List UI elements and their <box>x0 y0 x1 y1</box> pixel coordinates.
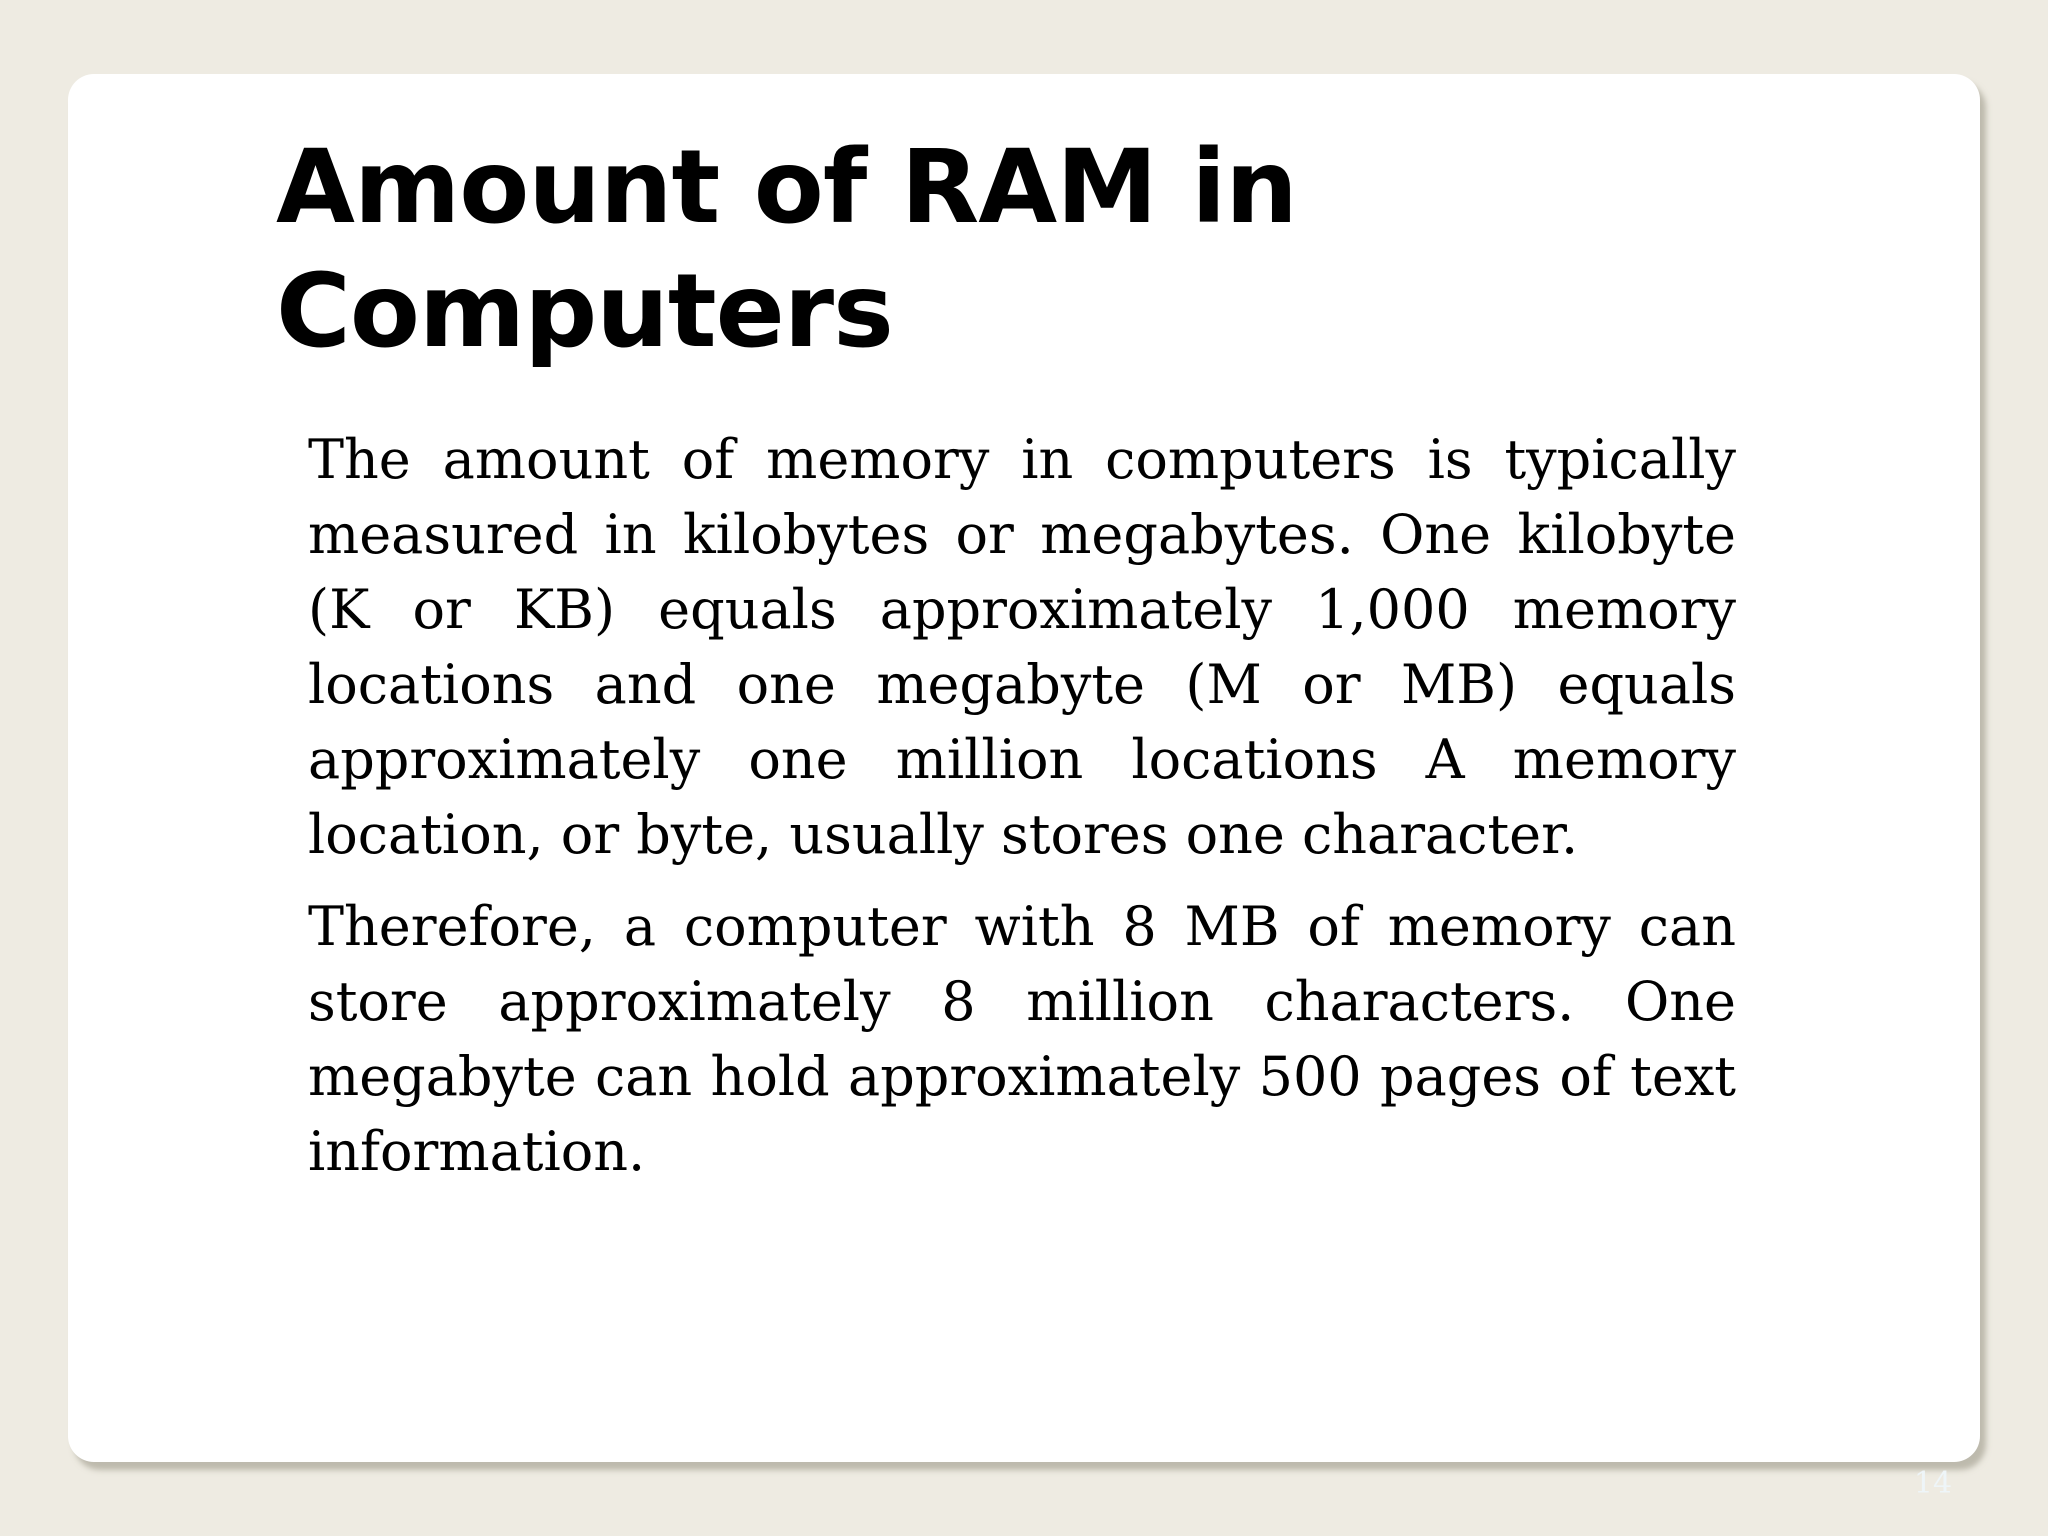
slide-body <box>308 422 1736 1206</box>
body-paragraph-1: The amount of memory in computers is typically measured in kilobytes or megabytes. One kilobyte (K or KB) equals approximately 1,000 memory locations and one megabyte (M or MB) equals approximately one million locations A memory location, or byte, usually stores one character. <box>308 428 1736 866</box>
title-line-2: Computers <box>276 252 893 371</box>
title-line-1: Amount of RAM in <box>276 128 1297 247</box>
body-paragraph-2: Therefore, a computer with 8 MB of memory can store approximately 8 million characters. One megabyte can hold approximately 500 pages of text information. <box>308 895 1736 1183</box>
slide-title <box>276 126 1476 374</box>
page-number: 14 <box>1913 1466 1953 1501</box>
